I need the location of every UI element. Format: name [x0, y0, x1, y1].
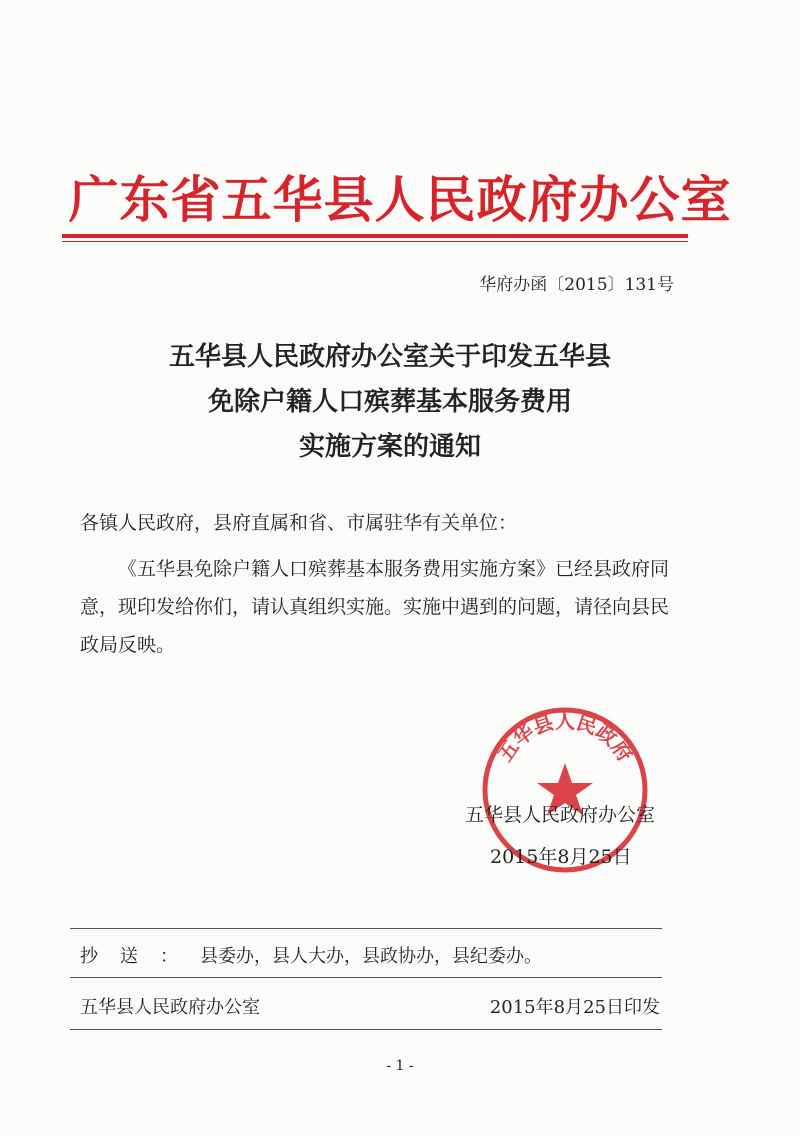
cc-line: [80, 942, 542, 968]
body-paragraph: 《五华县免除户籍人口殡葬基本服务费用实施方案》已经县政府同意，现印发给你们，请认真组织实施。实施中遇到的问题，请径向县民政局反映。: [80, 558, 670, 656]
red-rule-thin: [62, 241, 688, 242]
red-rule-thick: [62, 234, 688, 238]
letterhead-title: 广东省五华县人民政府办公室: [68, 171, 732, 229]
salutation: 各镇人民政府，县府直属和省、市属驻华有关单位：: [80, 512, 518, 534]
footer-org: 五华县人民政府办公室: [80, 997, 260, 1018]
title-line-2: 免除户籍人口殡葬基本服务费用: [207, 387, 572, 417]
divider-middle: [70, 977, 662, 978]
footer-printed-date: 2015年8月25日印发: [489, 997, 660, 1018]
signature-org: 五华县人民政府办公室: [465, 804, 656, 826]
divider-top: [70, 928, 662, 929]
page-number: - 1 -: [386, 1058, 414, 1074]
document-number: 华府办函〔2015〕131号: [479, 275, 674, 295]
title-line-1: 五华县人民政府办公室关于印发五华县: [168, 342, 611, 372]
signature-date: 2015年8月25日: [490, 846, 632, 868]
cc-label: 抄送：: [80, 946, 200, 967]
document-title: [80, 335, 700, 470]
cc-recipients: 县委办，县人大办，县政协办，县纪委办。: [200, 946, 542, 967]
title-line-3: 实施方案的通知: [298, 432, 481, 462]
divider-bottom: [70, 1029, 662, 1030]
svg-text:五华县人民政府: 五华县人民政府: [492, 708, 638, 766]
